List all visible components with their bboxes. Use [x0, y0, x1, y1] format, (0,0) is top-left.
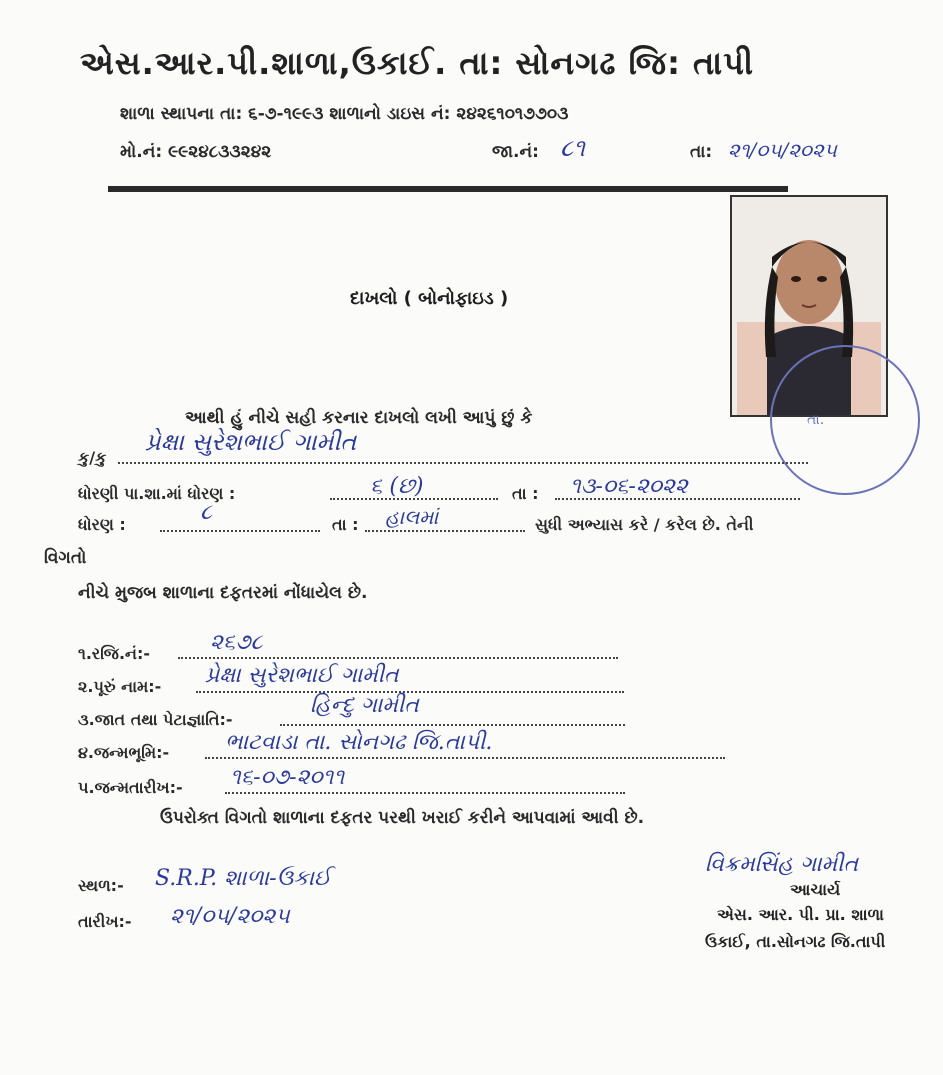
document-title: દાખલો ( બોનોફાઇડ ) [350, 288, 509, 309]
ja-no-value: ૮૧ [560, 134, 585, 162]
stamp-text: તા. [807, 412, 825, 428]
vigato-label: વિગતો [44, 548, 87, 568]
sign-school-line2: ઉકાઈ, તા.સોનગઢ જિ.તાપી [705, 932, 886, 951]
issue-date-label: તારીખ:- [78, 912, 132, 931]
name-label: કુ/કુ [78, 448, 107, 467]
field-label-dob: ૫.જન્મતારીખ:- [78, 778, 183, 797]
school-stamp [770, 345, 920, 495]
field-label-reg: ૧.રજિ.નં:- [78, 644, 150, 663]
std-date-label: તા : [512, 484, 539, 503]
header-date-value: ૨૧/૦૫/૨૦૨૫ [728, 138, 837, 162]
register-note: નીચે મુજબ શાળાના દફતરમાં નોંધાયેલ છે. [78, 583, 368, 603]
class-date-value: હાલમાં [385, 505, 439, 529]
field-label-caste: ૩.જાત તથા પેટાજ્ઞાતિ:- [78, 710, 233, 729]
header-divider [108, 186, 788, 192]
class-underline [160, 530, 320, 532]
class-label: ધોરણ : [78, 515, 126, 534]
std-value: ૬ (છ) [370, 474, 424, 499]
place-value: S.R.P. શાળા-ઉકાઈ [155, 866, 332, 891]
sign-school-line1: એસ. આર. પી. પ્રા. શાળા [717, 905, 884, 924]
field-label-name: ૨.પૂરું નામ:- [78, 677, 162, 696]
field-value-dob: ૧૬-૦૭-૨૦૧૧ [230, 765, 345, 790]
class-value: ૮ [200, 500, 213, 525]
class-tail: સુધી અભ્યાસ કરે / કરેલ છે. તેની [535, 515, 754, 534]
intro-text: આથી હું નીચે સહી કરનાર દાખલો લખી આપું છું કે [185, 408, 533, 428]
ja-no-label: જા.નં: [492, 142, 539, 162]
header-date-label: તા: [690, 142, 713, 162]
std-label: ધોરણી પા.શા.માં ધોરણ : [78, 484, 236, 503]
field-value-birthplace: ભાટવાડા તા. સોનગઢ જિ.તાપી. [225, 730, 493, 755]
class-date-label: તા : [332, 515, 359, 534]
place-label: સ્થળ:- [78, 876, 124, 895]
school-header-title: એસ.આર.પી.શાળા,ઉકાઈ. તા: સોનગઢ જિ: તાપી [80, 44, 754, 82]
field-value-reg: ૨૬૭૮ [210, 630, 263, 655]
field-value-caste: હિન્દુ ગામીત [310, 693, 419, 718]
principal-signature: વિક્રમસિંહ ગામીત [705, 852, 859, 877]
field-underline-reg [178, 657, 618, 659]
field-underline-caste [280, 724, 625, 726]
field-underline-dob [225, 792, 625, 794]
field-underline-birthplace [205, 757, 725, 759]
std-date-value: ૧૩-૦૬-૨૦૨૨ [570, 474, 688, 499]
school-info-line: શાળા સ્થાપના તા: ૬-૭-૧૯૯૩ શાળાનો ડાઇસ નં: ૨૪૨૬૧૦૧૭૭૦૩ [120, 104, 569, 124]
field-label-birthplace: ૪.જન્મભૂમિ:- [78, 743, 170, 762]
name-underline [118, 462, 808, 464]
closing-text: ઉપરોક્ત વિગતો શાળાના દફતર પરથી ખરાઈ કરીને આપવામાં આવી છે. [160, 808, 645, 828]
field-value-name: પ્રેક્ષા સુરેશભાઈ ગામીત [205, 663, 399, 688]
school-mobile: મો.નં: ૯૯૨૪૮૩૩૨૪૨ [120, 142, 272, 162]
principal-role: આચાર્ય [790, 880, 841, 899]
class-date-underline [365, 530, 525, 532]
issue-date-value: ૨૧/૦૫/૨૦૨૫ [170, 904, 290, 929]
student-name: પ્રેક્ષા સુરેશભાઈ ગામીત [145, 428, 357, 456]
